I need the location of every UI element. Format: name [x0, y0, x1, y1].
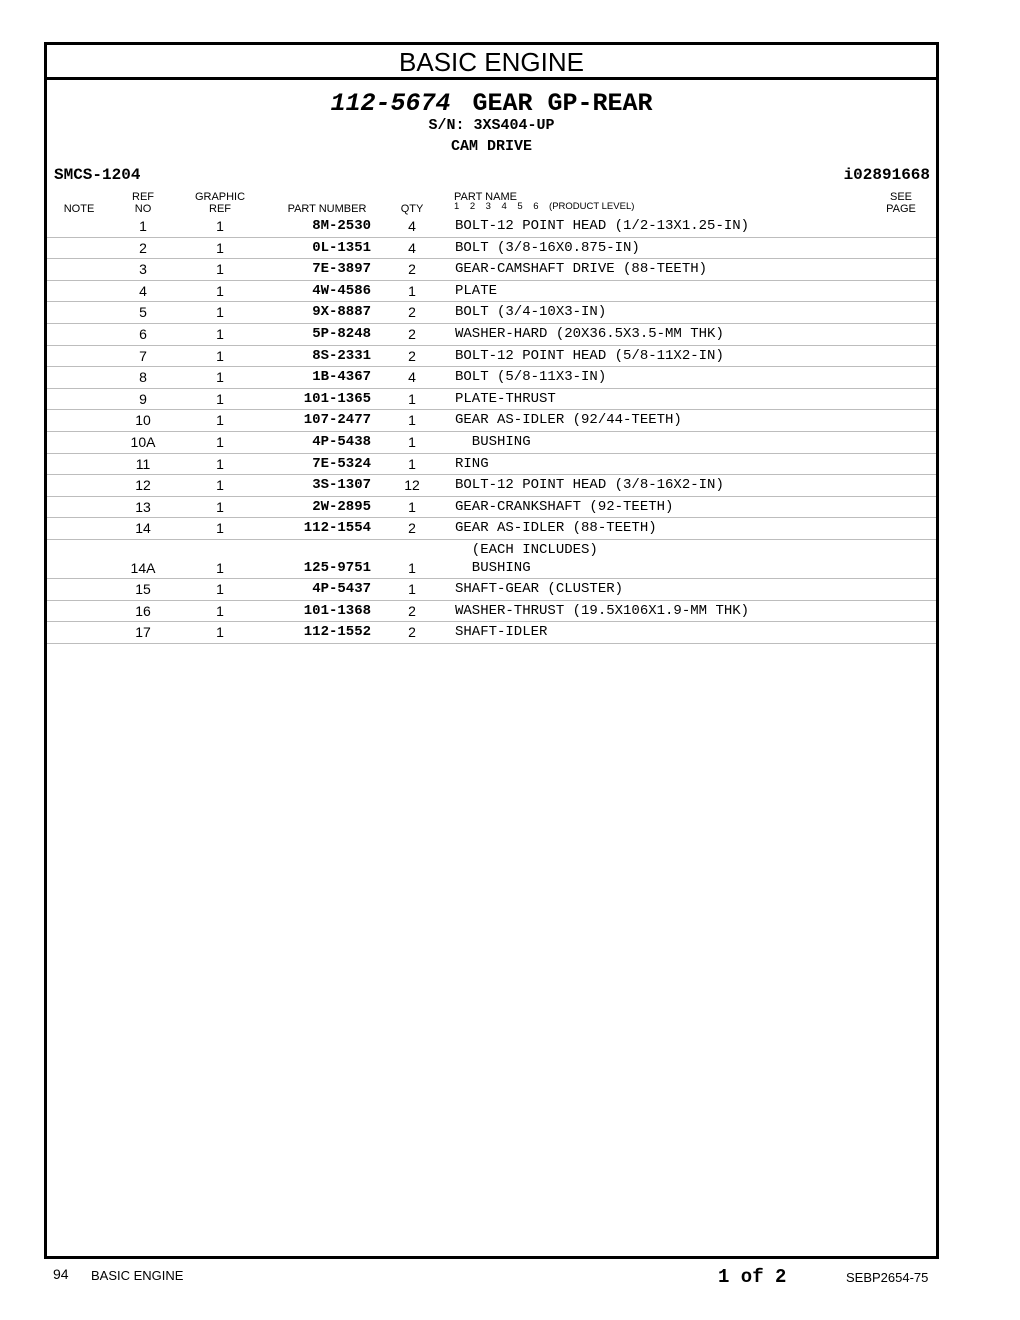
group-subtitle: CAM DRIVE	[450, 138, 532, 155]
part-number: 8M-2530	[312, 218, 371, 234]
quantity: 1	[408, 455, 416, 472]
table-row	[47, 346, 936, 368]
ref-no: 15	[135, 580, 151, 597]
graphic-ref: 1	[216, 520, 224, 537]
part-number: 1B-4367	[312, 369, 371, 386]
table-row	[47, 259, 936, 281]
quantity: 1	[408, 390, 416, 407]
part-name: PLATE-THRUST	[455, 390, 556, 407]
ref-no: 5	[139, 304, 147, 321]
graphic-ref: 1	[216, 433, 224, 450]
quantity: 2	[408, 624, 416, 641]
ref-no: 17	[135, 624, 151, 641]
part-number: 3S-1307	[312, 477, 371, 494]
header-graphic-top: GRAPHIC	[194, 191, 246, 203]
quantity: 4	[408, 218, 416, 234]
ref-no: 14A	[130, 559, 156, 576]
smcs-code: SMCS-1204	[54, 166, 141, 184]
quantity: 12	[404, 477, 420, 494]
group-title	[47, 89, 936, 119]
part-name: WASHER-HARD (20X36.5X3.5-MM THK)	[455, 325, 724, 342]
part-number: 112-1552	[303, 624, 371, 641]
part-name: BOLT (5/8-11X3-IN)	[455, 369, 607, 386]
part-name: BOLT (3/4-10X3-IN)	[455, 304, 607, 321]
part-name: GEAR AS-IDLER (92/44-TEETH)	[455, 412, 682, 429]
ref-no: 16	[135, 602, 151, 619]
table-row	[47, 367, 936, 389]
table-row	[47, 454, 936, 476]
part-name: SHAFT-IDLER	[455, 624, 548, 641]
table-row	[47, 622, 936, 644]
graphic-ref: 1	[216, 347, 224, 364]
part-number: 107-2477	[303, 412, 371, 429]
footer-doc-id: SEBP2654-75	[846, 1270, 929, 1285]
table-row	[47, 281, 936, 303]
graphic-ref: 1	[216, 369, 224, 386]
quantity: 4	[408, 369, 416, 386]
part-number: 125-9751	[303, 559, 371, 576]
ref-no: 11	[135, 455, 151, 472]
table-row	[47, 475, 936, 497]
table-row	[47, 324, 936, 346]
graphic-ref: 1	[216, 624, 224, 641]
quantity: 1	[408, 559, 416, 576]
part-name: BOLT (3/8-16X0.875-IN)	[455, 239, 640, 256]
table-row	[47, 540, 936, 579]
part-number: 4W-4586	[312, 282, 371, 299]
ref-no: 2	[139, 239, 147, 256]
part-number: 9X-8887	[312, 304, 371, 321]
header-qty: QTY	[400, 203, 424, 215]
graphic-ref: 1	[216, 325, 224, 342]
part-number: 2W-2895	[312, 498, 371, 515]
header-note: NOTE	[63, 203, 95, 215]
quantity: 2	[408, 520, 416, 537]
header-graphic-bottom: REF	[209, 203, 231, 215]
part-number: 8S-2331	[312, 347, 371, 364]
ref-no: 3	[139, 261, 147, 278]
ref-no: 10	[135, 412, 151, 429]
table-row	[47, 601, 936, 623]
quantity: 2	[408, 325, 416, 342]
header-ref-bottom: NO	[134, 203, 152, 215]
part-name: GEAR-CRANKSHAFT (92-TEETH)	[455, 498, 674, 515]
part-name: RING	[455, 455, 489, 472]
quantity: 2	[408, 602, 416, 619]
part-name: WASHER-THRUST (19.5X106X1.9-MM THK)	[455, 602, 750, 619]
part-number: 101-1368	[303, 602, 371, 619]
illustration-id: i02891668	[843, 166, 930, 184]
ref-no: 4	[139, 282, 147, 299]
group-part-number: 112-5674	[330, 89, 451, 118]
footer-section: BASIC ENGINE	[91, 1268, 184, 1283]
quantity: 1	[408, 412, 416, 429]
parts-table	[47, 216, 936, 644]
table-row	[47, 238, 936, 260]
header-see-bottom: PAGE	[886, 203, 916, 215]
quantity: 1	[408, 580, 416, 597]
part-number: 5P-8248	[312, 325, 371, 342]
table-row	[47, 389, 936, 411]
table-row	[47, 432, 936, 454]
quantity: 1	[408, 282, 416, 299]
part-number: 112-1554	[303, 520, 371, 537]
part-number: 4P-5437	[312, 580, 371, 597]
graphic-ref: 1	[216, 261, 224, 278]
graphic-ref: 1	[216, 390, 224, 407]
graphic-ref: 1	[216, 580, 224, 597]
table-row	[47, 410, 936, 432]
quantity: 2	[408, 304, 416, 321]
part-name: BOLT-12 POINT HEAD (5/8-11X2-IN)	[455, 347, 724, 364]
header-see-top: SEE	[889, 191, 912, 203]
ref-no: 12	[135, 477, 151, 494]
graphic-ref: 1	[216, 477, 224, 494]
part-name: BUSHING	[455, 559, 531, 576]
ref-no: 8	[139, 369, 147, 386]
graphic-ref: 1	[216, 304, 224, 321]
ref-no: 1	[139, 218, 147, 234]
group-name: GEAR GP-REAR	[472, 89, 653, 118]
graphic-ref: 1	[216, 455, 224, 472]
part-name: GEAR-CAMSHAFT DRIVE (88-TEETH)	[455, 261, 708, 278]
table-row	[47, 216, 936, 238]
graphic-ref: 1	[216, 218, 224, 234]
part-name-note: (EACH INCLUDES)	[455, 541, 598, 558]
part-name: BUSHING	[455, 433, 531, 450]
part-name: GEAR AS-IDLER (88-TEETH)	[455, 520, 657, 537]
footer-page-number: 94	[53, 1266, 69, 1282]
quantity: 2	[408, 347, 416, 364]
graphic-ref: 1	[216, 282, 224, 299]
ref-no: 7	[139, 347, 147, 364]
part-number: 101-1365	[303, 390, 371, 407]
graphic-ref: 1	[216, 412, 224, 429]
table-row	[47, 579, 936, 601]
part-name: BOLT-12 POINT HEAD (1/2-13X1.25-IN)	[455, 218, 750, 234]
quantity: 2	[408, 261, 416, 278]
part-number: 0L-1351	[312, 239, 371, 256]
graphic-ref: 1	[216, 602, 224, 619]
parts-sheet	[44, 42, 939, 1259]
section-title: BASIC ENGINE	[47, 45, 936, 80]
part-name: SHAFT-GEAR (CLUSTER)	[455, 580, 624, 597]
ref-no: 14	[135, 520, 151, 537]
part-name: PLATE	[455, 282, 498, 299]
quantity: 4	[408, 239, 416, 256]
ref-no: 13	[135, 498, 151, 515]
header-part-number: PART NUMBER	[287, 203, 367, 215]
ref-no: 9	[139, 390, 147, 407]
serial-range: S/N: 3XS404-UP	[428, 117, 555, 134]
table-row	[47, 497, 936, 519]
table-row	[47, 518, 936, 540]
part-name: BOLT-12 POINT HEAD (3/8-16X2-IN)	[455, 477, 724, 494]
part-number: 7E-5324	[312, 455, 371, 472]
graphic-ref: 1	[216, 498, 224, 515]
part-number: 7E-3897	[312, 261, 371, 278]
ref-no: 10A	[130, 433, 156, 450]
ref-no: 6	[139, 325, 147, 342]
header-ref-top: REF	[132, 191, 154, 203]
footer-page-of: 1 of 2	[718, 1266, 787, 1288]
part-number: 4P-5438	[312, 433, 371, 450]
graphic-ref: 1	[216, 239, 224, 256]
graphic-ref: 1	[216, 559, 224, 576]
quantity: 1	[408, 498, 416, 515]
table-row	[47, 302, 936, 324]
header-product-levels: 1 2 3 4 5 6 (PRODUCT LEVEL)	[454, 201, 635, 212]
quantity: 1	[408, 433, 416, 450]
header-part-name: PART NAME	[454, 191, 517, 203]
